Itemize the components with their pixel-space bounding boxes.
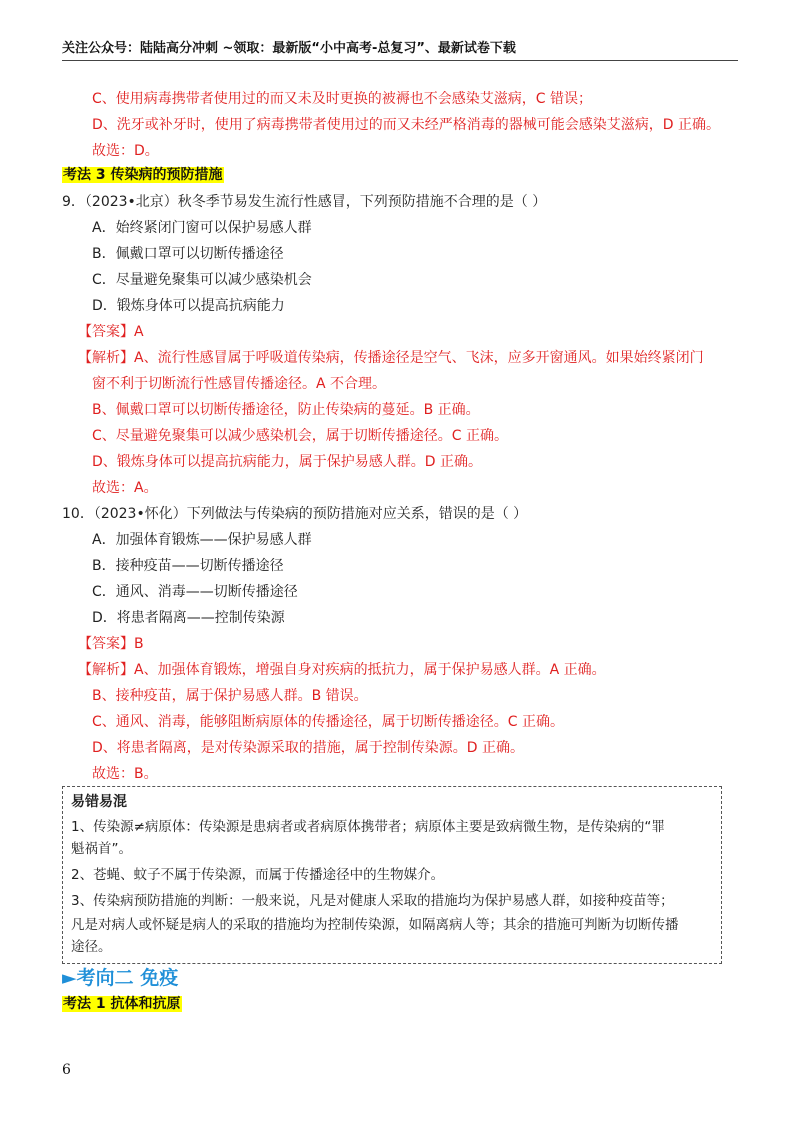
question-10: 10．（2023•怀化）下列做法与传染病的预防措施对应关系，错误的是（ ） <box>62 506 528 522</box>
section-heading: ►考向二 免疫 <box>62 967 179 989</box>
q10-explanation: D、将患者隔离，是对传染源采取的措施，属于控制传染源。D 正确。 <box>92 740 525 756</box>
q10-option-d: D．将患者隔离——控制传染源 <box>92 610 285 626</box>
q10-answer: 【答案】B <box>78 636 144 652</box>
q10-explanation: 【解析】A、加强体育锻炼，增强自身对疾病的抵抗力，属于保护易感人群。A 正确。 <box>78 662 606 678</box>
q9-explanation: 【解析】A、流行性感冒属于呼吸道传染病，传播途径是空气、飞沫，应多开窗通风。如果始终紧闭门 <box>78 350 704 366</box>
header-divider <box>62 60 738 61</box>
q9-explanation: B、佩戴口罩可以切断传播途径，防止传染病的蔓延。B 正确。 <box>92 402 480 418</box>
q10-option-c: C．通风、消毒——切断传播途径 <box>92 584 298 600</box>
q10-choose: 故选：B。 <box>92 766 158 782</box>
q9-explanation: 窗不利于切断流行性感冒传播途径。A 不合理。 <box>92 376 387 392</box>
explanation-line: D、洗牙或补牙时，使用了病毒携带者使用过的而又未经严格消毒的器械可能会感染艾滋病，D 正确。 <box>92 117 721 133</box>
note-line: 途径。 <box>71 939 112 955</box>
note-line: 2、苍蝇、蚊子不属于传染源，而属于传播途径中的生物媒介。 <box>71 867 445 883</box>
method-heading <box>62 165 224 185</box>
note-line: 3、传染病预防措施的判断：一般来说，凡是对健康人采取的措施均为保护易感人群，如接种疫苗等； <box>71 893 674 909</box>
q9-option-c: C．尽量避免聚集可以减少感染机会 <box>92 272 312 288</box>
method-heading-text: 考法 3 传染病的预防措施 <box>63 167 223 183</box>
page-number: 6 <box>62 1062 71 1078</box>
q9-option-b: B．佩戴口罩可以切断传播途径 <box>92 246 284 262</box>
note-line: 凡是对病人或怀疑是病人的采取的措施均为控制传染源，如隔离病人等；其余的措施可判断为切断传播 <box>71 917 679 933</box>
question-9: 9．（2023•北京）秋冬季节易发生流行性感冒，下列预防措施不合理的是（ ） <box>62 194 547 210</box>
method-heading <box>62 994 182 1014</box>
q10-option-a: A．加强体育锻炼——保护易感人群 <box>92 532 312 548</box>
method-heading-text: 考法 1 抗体和抗原 <box>63 996 181 1012</box>
q9-explanation: D、锻炼身体可以提高抗病能力，属于保护易感人群。D 正确。 <box>92 454 483 470</box>
note-title: 易错易混 <box>71 794 127 810</box>
q9-option-a: A．始终紧闭门窗可以保护易感人群 <box>92 220 312 236</box>
q10-explanation: C、通风、消毒，能够阻断病原体的传播途径，属于切断传播途径。C 正确。 <box>92 714 564 730</box>
q9-choose: 故选：A。 <box>92 480 158 496</box>
q10-explanation: B、接种疫苗，属于保护易感人群。B 错误。 <box>92 688 368 704</box>
explanation-line: C、使用病毒携带者使用过的而又未及时更换的被褥也不会感染艾滋病，C 错误； <box>92 91 592 107</box>
error-prone-note-box <box>62 786 722 964</box>
q9-answer: 【答案】A <box>78 324 144 340</box>
choose-line: 故选：D。 <box>92 143 159 159</box>
q9-option-d: D．锻炼身体可以提高抗病能力 <box>92 298 285 314</box>
q10-option-b: B．接种疫苗——切断传播途径 <box>92 558 284 574</box>
q9-explanation: C、尽量避免聚集可以减少感染机会，属于切断传播途径。C 正确。 <box>92 428 508 444</box>
note-line: 魁祸首”。 <box>71 841 132 857</box>
note-line: 1、传染源≠病原体：传染源是患病者或者病原体携带者；病原体主要是致病微生物，是传染病的“罪 <box>71 819 665 835</box>
page-header: 关注公众号：陆陆高分冲刺 ~领取：最新版“小中高考-总复习”、最新试卷下载 <box>62 41 516 56</box>
